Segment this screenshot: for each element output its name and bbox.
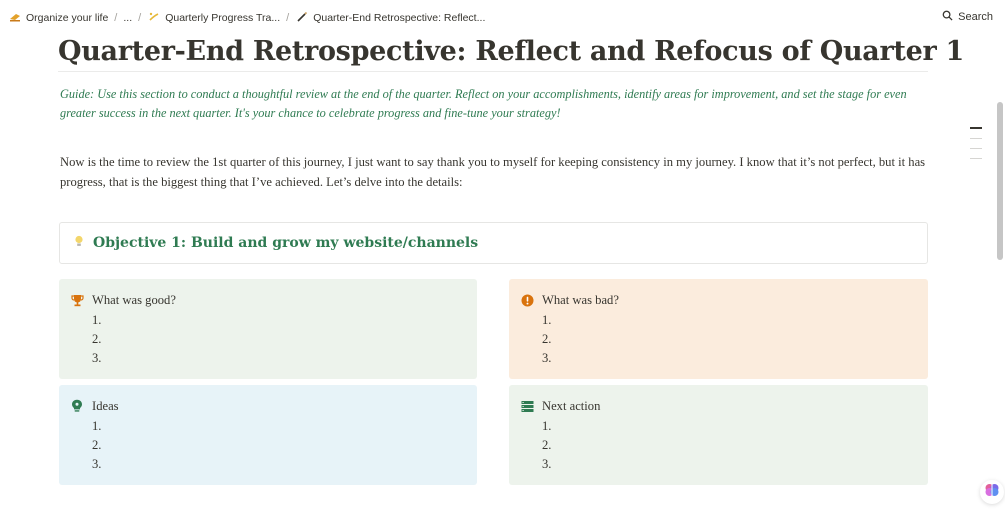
list-icon	[520, 399, 534, 413]
breadcrumb-separator: /	[114, 12, 118, 24]
list-item[interactable]: 3.	[542, 351, 552, 365]
title-divider	[58, 71, 928, 72]
toc-line[interactable]	[970, 138, 982, 139]
breadcrumb-separator: /	[286, 12, 290, 24]
list-item[interactable]: 1.	[92, 313, 102, 327]
breadcrumb-label: Organize your life	[26, 12, 109, 24]
trophy-icon	[70, 293, 84, 307]
numbered-list	[542, 311, 928, 368]
table-of-contents-outline[interactable]	[970, 127, 982, 168]
objective-callout[interactable]	[59, 222, 928, 264]
list-item[interactable]: 3.	[92, 351, 102, 365]
numbered-list	[92, 311, 477, 368]
vertical-scrollbar[interactable]	[997, 102, 1003, 260]
numbered-list	[92, 417, 477, 474]
breadcrumb-item-ellipsis[interactable]	[120, 10, 135, 26]
search-label: Search	[958, 11, 993, 23]
breadcrumb-separator: /	[138, 12, 142, 24]
card-label: What was bad?	[542, 292, 619, 307]
breadcrumb-item-organize[interactable]	[5, 9, 111, 28]
search-button[interactable]	[942, 10, 993, 24]
toc-line[interactable]	[970, 127, 982, 129]
list-item[interactable]: 3.	[92, 457, 102, 471]
card-label: Ideas	[92, 398, 119, 413]
lamp-icon	[8, 11, 21, 26]
card-label: What was good?	[92, 292, 176, 307]
breadcrumb-item-current-page[interactable]	[292, 9, 488, 28]
search-icon	[942, 10, 953, 24]
breadcrumb	[0, 0, 1005, 36]
ai-assistant-button[interactable]	[980, 480, 1004, 504]
breadcrumb-label: Quarter-End Retrospective: Reflect...	[313, 12, 486, 24]
list-item[interactable]: 2.	[92, 332, 102, 346]
card-label: Next action	[542, 398, 601, 413]
breadcrumb-label: Quarterly Progress Tra...	[165, 12, 281, 24]
toc-line[interactable]	[970, 158, 982, 159]
card-what-was-good[interactable]	[59, 279, 477, 379]
card-ideas[interactable]	[59, 385, 477, 485]
objective-heading: Objective 1: Build and grow my website/channels	[93, 235, 479, 251]
alert-icon	[520, 293, 534, 307]
sparkle-icon	[147, 11, 160, 26]
numbered-list	[542, 417, 928, 474]
breadcrumb-label: ...	[123, 12, 133, 24]
lightbulb-icon	[70, 399, 84, 413]
page-title[interactable]: Quarter-End Retrospective: Reflect and Refocus of Quarter 1	[58, 36, 964, 67]
list-item[interactable]: 3.	[542, 457, 552, 471]
breadcrumb-item-quarterly-progress[interactable]	[144, 9, 283, 28]
guide-text[interactable]: Guide: Use this section to conduct a thoughtful review at the end of the quarter. Reflect on your accomplishments, identify areas for improvement, and set the stage for even greater success in the next quarter. It's your chance to celebrate progress and fine-tune your strategy!	[60, 87, 907, 120]
list-item[interactable]: 1.	[542, 313, 552, 327]
list-item[interactable]: 1.	[542, 419, 552, 433]
toc-line[interactable]	[970, 148, 982, 149]
list-item[interactable]: 2.	[542, 438, 552, 452]
list-item[interactable]: 1.	[92, 419, 102, 433]
card-what-was-bad[interactable]	[509, 279, 928, 379]
brain-icon	[984, 482, 1000, 503]
card-next-action[interactable]	[509, 385, 928, 485]
intro-paragraph[interactable]: Now is the time to review the 1st quarter of this journey, I just want to say thank you to myself for keeping consistency in my journey. I know that it’s not perfect, but it has progress, that is the biggest thing that I’ve achieved. Let’s delve into the details:	[60, 155, 926, 189]
lightbulb-icon	[72, 235, 86, 251]
pencil-icon	[295, 11, 308, 26]
list-item[interactable]: 2.	[542, 332, 552, 346]
list-item[interactable]: 2.	[92, 438, 102, 452]
